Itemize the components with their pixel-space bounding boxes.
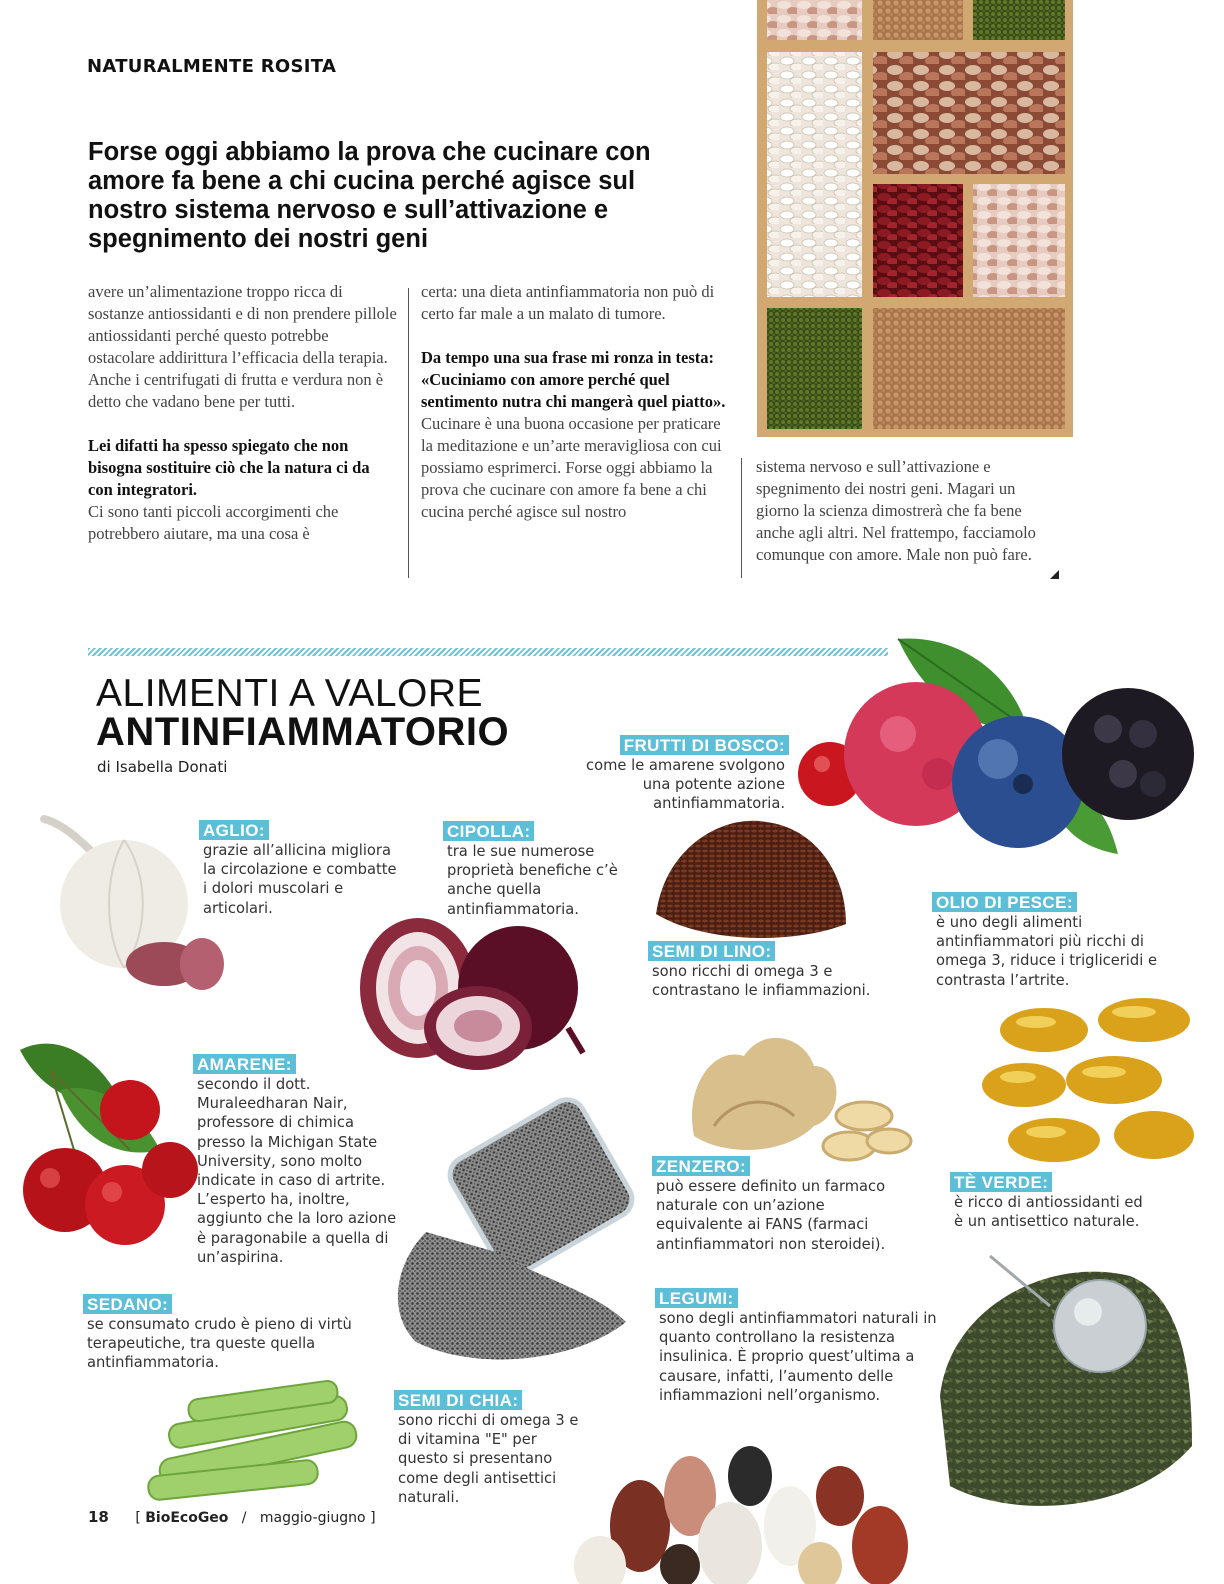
byline: di Isabella Donati: [97, 758, 228, 776]
paragraph: sistema nervoso e sull’attivazione e spegnimento dei nostri geni. Magari un giorno la scienza dimostrerà che fa bene anche agli altri. Nel frattempo, facciamolo comunque con amore. Male non può fare.: [756, 457, 1036, 564]
paragraph: Ci sono tanti piccoli accorgimenti che potrebbero aiutare, ma una cosa è: [88, 502, 339, 543]
article-column-2: [421, 281, 726, 523]
bold-quote: Lei difatti ha spesso spiegato che non bisogna sostituire ciò che la natura ci da con integratori.: [88, 436, 370, 499]
bracket-close: ]: [370, 1510, 376, 1526]
flax-seeds-illustration: [646, 814, 850, 946]
food-item-semi-di-lino: [648, 941, 898, 1000]
food-item-amarene: [193, 1054, 403, 1267]
food-label: AMARENE:: [193, 1054, 296, 1074]
page-number: 18: [88, 1508, 109, 1526]
food-description: sono degli antinfiammatori naturali in quanto controllano la resistenza insulinica. È proprio quest’ultima a causare, infatti, l’aumento delle infiammazioni nell’organismo.: [659, 1310, 937, 1404]
food-description: è uno degli alimenti antinfiammatori più ricchi di omega 3, riduce i trigliceridi e contrasta l’artrite.: [936, 914, 1157, 989]
food-description: sono ricchi di omega 3 e di vitamina "E" per questo si presentano come degli antisettici naturali.: [398, 1412, 579, 1506]
food-label: SEMI DI CHIA:: [394, 1390, 522, 1410]
article-column-1: [88, 281, 398, 545]
food-label: AGLIO:: [199, 820, 269, 840]
food-description: sono ricchi di omega 3 e contrastano le infiammazioni.: [652, 963, 871, 1000]
green-tea-illustration: [930, 1246, 1192, 1518]
ginger-illustration: [674, 1026, 914, 1166]
page-footer: [88, 1508, 376, 1526]
celery-illustration: [148, 1380, 368, 1500]
onion-illustration: [358, 908, 584, 1074]
berries-illustration: [798, 634, 1194, 858]
issue-date: maggio-giugno: [259, 1510, 366, 1526]
food-label: TÈ VERDE:: [950, 1172, 1052, 1192]
cherries-illustration: [20, 1030, 196, 1252]
column-divider: [408, 288, 409, 578]
food-label: FRUTTI DI BOSCO:: [620, 735, 789, 755]
paragraph: certa: una dieta antinfiammatoria non può di certo far male a un malato di tumore.: [421, 282, 715, 323]
food-label: OLIO DI PESCE:: [932, 892, 1077, 912]
food-item-zenzero: [652, 1156, 912, 1254]
footer-slash: /: [241, 1510, 247, 1526]
food-description: è ricco di antiossidanti ed è un antisettico naturale.: [954, 1194, 1143, 1231]
section-title-line2: ANTINFIAMMATORIO: [96, 710, 510, 754]
fish-oil-capsules-illustration: [984, 990, 1192, 1166]
article-column-3: [756, 456, 1056, 566]
food-label: SEDANO:: [83, 1294, 172, 1314]
food-item-olio-di-pesce: [932, 892, 1172, 990]
food-label: LEGUMI:: [655, 1288, 738, 1308]
legumes-box-photo: [757, 0, 1073, 437]
paragraph: avere un’alimentazione troppo ricca di sostanze antiossidanti e di non prendere pillole antiossidanti perché questo potrebbe ostacolare addirittura l’efficacia della terapia. Anche i centrifugati di frutta e verdura non è detto che vadano bene per tutti.: [88, 282, 397, 411]
food-description: può essere definito un farmaco naturale con un’azione equivalente ai FANS (farmaci antinfiammatori non steroidei).: [656, 1178, 886, 1253]
end-of-article-icon: [1050, 570, 1059, 579]
bold-quote: Da tempo una sua frase mi ronza in testa: «Cuciniamo con amore perché quel sentimento nutra chi mangerà quel piatto».: [421, 348, 726, 411]
food-description: se consumato crudo è pieno di virtù terapeutiche, tra queste quella antinfiammatoria.: [87, 1316, 352, 1372]
food-label: CIPOLLA:: [443, 821, 534, 841]
food-item-sedano: [83, 1294, 373, 1373]
food-item-cipolla: [443, 821, 618, 919]
magazine-name: BioEcoGeo: [145, 1510, 229, 1526]
food-description: come le amarene svolgono una potente azione antinfiammatoria.: [586, 757, 785, 813]
food-item-frutti-di-bosco: [560, 735, 789, 814]
food-item-te-verde: [950, 1172, 1150, 1231]
decorative-hatch-rule: [88, 648, 888, 656]
food-item-semi-di-chia: [394, 1390, 584, 1507]
food-description: secondo il dott. Muraleedharan Nair, professore di chimica presso la Michigan State University, sono molto indicate in caso di artrite. L’esperto ha, inoltre, aggiunto che la loro azione è paragonabile a quella di un’aspirina.: [197, 1076, 397, 1266]
food-description: grazie all’allicina migliora la circolazione e combatte i dolori muscolari e articolari.: [203, 842, 397, 917]
legumes-illustration: [580, 1416, 928, 1584]
section-title-line1: ALIMENTI A VALORE: [96, 672, 484, 715]
headline: Forse oggi abbiamo la prova che cucinare con amore fa bene a chi cucina perché agisce sul nostro sistema nervoso e sull’attivazione e spegnimento dei nostri geni: [88, 138, 651, 253]
food-label: SEMI DI LINO:: [648, 941, 775, 961]
food-item-legumi: [655, 1288, 945, 1405]
chia-seeds-jar-illustration: [376, 1112, 646, 1370]
food-label: ZENZERO:: [652, 1156, 750, 1176]
column-divider: [741, 458, 742, 578]
section-tag: NATURALMENTE ROSITA: [87, 56, 337, 77]
food-description: tra le sue numerose proprietà benefiche c’è anche quella antinfiammatoria.: [447, 843, 618, 918]
food-item-aglio: [199, 820, 399, 918]
paragraph: Cucinare è una buona occasione per praticare la meditazione e un’arte meravigliosa con cui possiamo esprimerci. Forse oggi abbiamo la prova che cucinare con amore fa bene a chi cucina perché agisce sul nostro: [421, 414, 722, 521]
bracket-open: [: [135, 1510, 141, 1526]
